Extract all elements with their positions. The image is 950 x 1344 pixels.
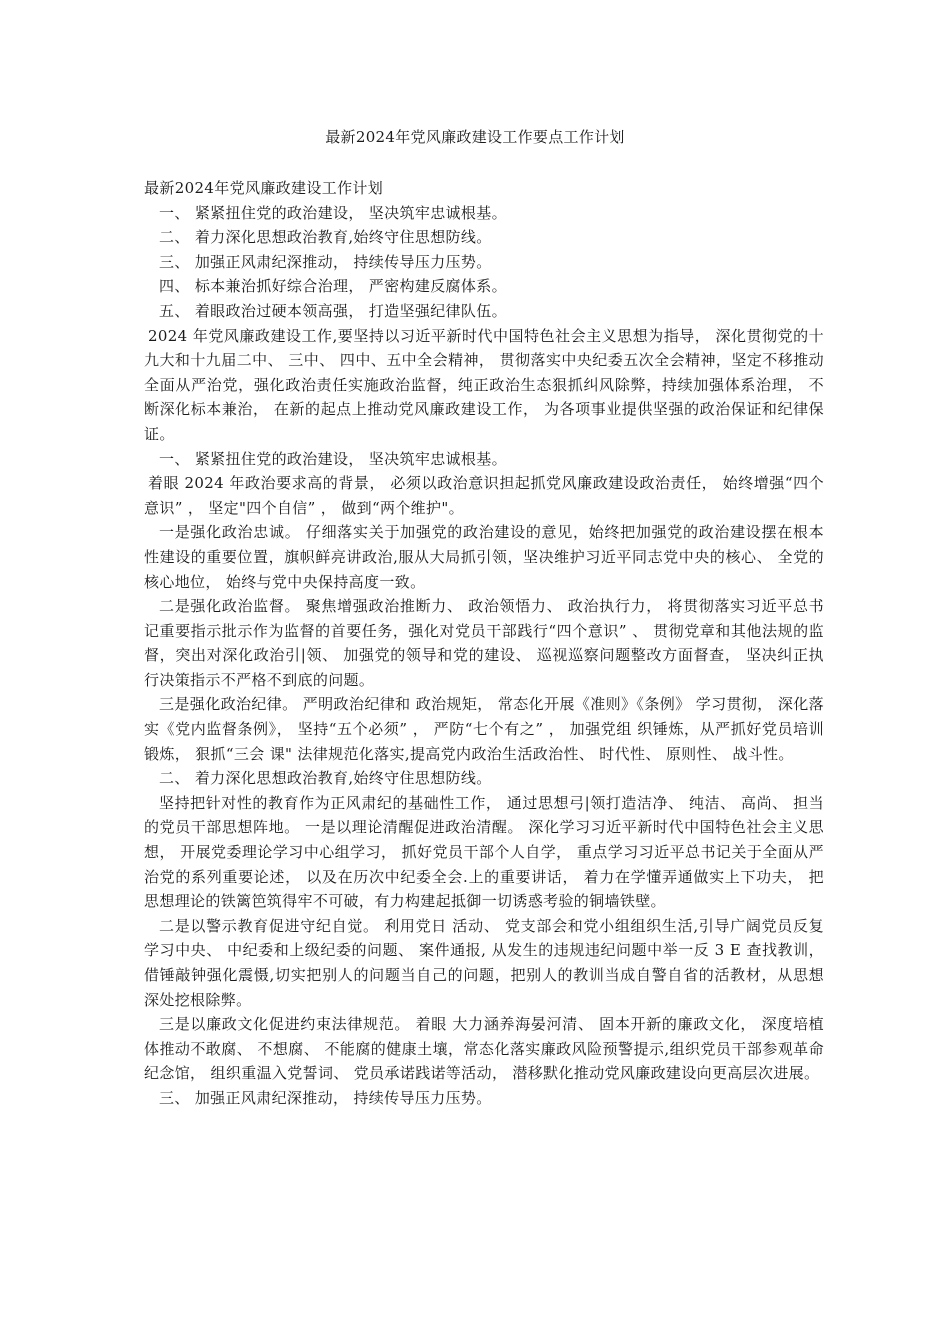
- document-subtitle: 最新2024年党风廉政建设工作计划: [144, 179, 384, 197]
- paragraph: 二、 着力深化思想政治教育,始终守住思想防线。: [159, 769, 492, 788]
- paragraph: 二是以警示教育促进守纪自觉。 利用党日 活动、 党支部会和党小组组织生活,引导广阔党员反复学习中央、 中纪委和上级纪委的问题、 案件通报, 从发生的违规违纪问题中举一反 3 E 查找教训， 借锤敲钟强化震慑,切实把别人的问题当自己的问题，把别人的教训当成自警自省的活教材，从思想深处挖根除弊。: [144, 916, 824, 1009]
- paragraph: 三是强化政治纪律。 严明政治纪律和 政治规矩， 常态化开展《准则》《条例》 学习贯彻， 深化落实《党内监督条例》， 坚持“五个必须” ， 严防“七个有之” ， 加强党组 织锤炼，从严抓好党员培训锻炼， 狠抓“三会 课" 法律规范化落实,提高党内政治生活政治性、 时代性、 原则性、 战斗性。: [144, 695, 824, 763]
- paragraph: 二、 着力深化思想政治教育,始终守住思想防线。: [159, 228, 492, 247]
- paragraph: 四、 标本兼治抓好综合治理， 严密构建反腐体系。: [159, 277, 507, 296]
- paragraph: 一、 紧紧扭住党的政治建设， 坚决筑牢忠诚根基。: [159, 203, 507, 222]
- paragraph: 二是强化政治监督。 聚焦增强政治推断力、 政治领悟力、 政治执行力， 将贯彻落实习近平总书记重要指示批示作为监督的首要任务，强化对党员干部践行“四个意识” 、 贯彻党章和其他法规的监督，突出对深化政治引|领、 加强党的领导和党的建设、 巡视巡察问题整改方面督查， 坚决纠正执行决策指示不严格不到底的问题。: [144, 597, 824, 689]
- paragraph: 三是以廉政文化促进约束法律规范。 着眼 大力涵养海晏河清、 固本开新的廉政文化， 深度培植 体推动不敢腐、 不想腐、 不能腐的健康土壤，常态化落实廉政风险预警提示,组织党员干部参观革命纪念馆， 组织重温入党誓词、 党员承诺践诺等活动， 潜移默化推动党风廉政建设向更高层次进展。: [144, 1015, 824, 1083]
- paragraph: 着眼 2024 年政治要求高的背景， 必须以政治意识担起抓党风廉政建设政治责任， 始终增强“四个意识” ， 坚定"四个自信” ， 做到“两个维护"。: [144, 474, 824, 517]
- paragraph: 2024 年党风廉政建设工作,要坚持以习近平新时代中国特色社会主义思想为指导， 深化贯彻党的十九大和十九届二中、 三中、 四中、五中全会精神， 贯彻落实中央纪委五次全会精神，坚定不移推动全面从严治党，强化政治责任实施政治监督，纯正政治生态狠抓纠风除弊，持续加强体系治理， 不断深化标本兼治， 在新的起点上推动党风廉政建设工作， 为各项事业提供坚强的政治保证和纪律保证。: [144, 326, 824, 443]
- document-title: 最新2024年党风廉政建设工作要点工作计划: [325, 128, 625, 146]
- paragraph: 三、 加强正风肃纪深推动， 持续传导压力压势。: [159, 1088, 492, 1107]
- paragraph: 一是强化政治忠诚。 仔细落实关于加强党的政治建设的意见，始终把加强党的政治建设摆在根本性建设的重要位置，旗帜鲜亮讲政治,服从大局抓引领，坚决维护习近平同志党中央的核心、 全党的核心地位， 始终与党中央保持高度一致。: [144, 523, 824, 591]
- paragraph: 五、 着眼政治过硬本领高强， 打造坚强纪律队伍。: [159, 301, 507, 320]
- paragraph: 三、 加强正风肃纪深推动， 持续传导压力压势。: [159, 252, 492, 271]
- paragraph: 一、 紧紧扭住党的政治建设， 坚决筑牢忠诚根基。: [159, 449, 507, 468]
- document-body: [144, 176, 824, 1111]
- paragraph: 坚持把针对性的教育作为正风肃纪的基础性工作， 通过思想弓|领打造洁净、 纯洁、 高尚、 担当的党员干部思想阵地。 一是以理论清醒促进政治清醒。 深化学习习近平新时代中国特色社会主义思想， 开展党委理论学习中心组学习， 抓好党员干部个人自学， 重点学习习近平总书记关于全面从严治党的系列重要论述， 以及在历次中纪委全会.上的重要讲话， 着力在学懂弄通做实上下功夫， 把思想理论的铁篱笆筑得牢不可破，有力构建起抵御一切诱惑考验的铜墙铁壁。: [144, 793, 824, 911]
